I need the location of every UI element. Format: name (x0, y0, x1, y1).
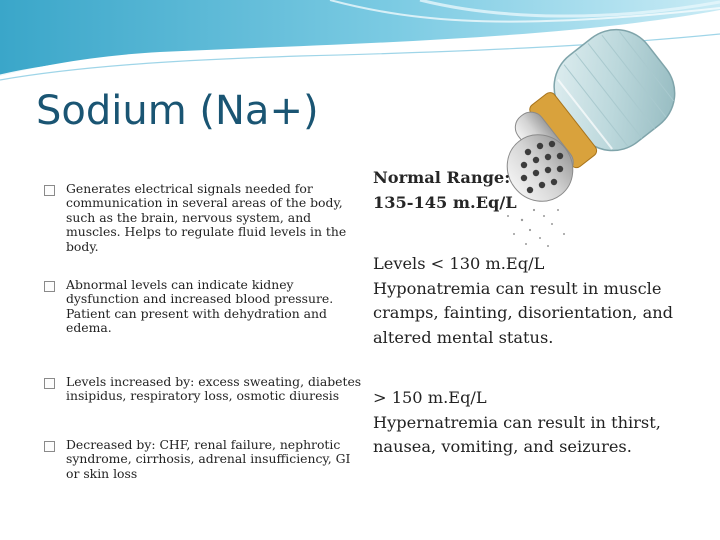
normal-range-value: 135-145 m.Eq/L (373, 192, 517, 212)
normal-range-block (373, 166, 703, 215)
low-level-threshold: Levels < 130 m.Eq/L (373, 254, 545, 273)
bullet-marker-icon (44, 441, 55, 452)
high-level-block (373, 386, 703, 460)
bullet-text: Decreased by: CHF, renal failure, nephrotic syndrome, cirrhosis, adrenal insufficiency, GI or skin loss (66, 437, 351, 481)
low-level-block (373, 252, 703, 350)
bullet-text: Levels increased by: excess sweating, diabetes insipidus, respiratory loss, osmotic diuresis (66, 374, 362, 404)
high-level-threshold: > 150 m.Eq/L (373, 388, 487, 407)
bullet-marker-icon (44, 378, 55, 389)
bullet-item (44, 182, 362, 254)
bullet-marker-icon (44, 185, 55, 196)
normal-range-label: Normal Range: (373, 168, 511, 187)
high-level-description: Hypernatremia can result in thirst, nausea, vomiting, and seizures. (373, 412, 661, 456)
bullet-marker-icon (44, 281, 55, 292)
slide-title: Sodium (Na+) (36, 88, 319, 134)
bullet-text: Generates electrical signals needed for communication in several areas of the body, such as the brain, nervous system, and muscles. Helps to regulate fluid levels in the body. (66, 181, 347, 254)
bullet-item (44, 438, 362, 481)
salt-shaker-image (500, 20, 715, 250)
bullet-text: Abnormal levels can indicate kidney dysfunction and increased blood pressure. Patient can present with dehydration and edema. (66, 277, 334, 336)
bullet-item (44, 278, 362, 336)
low-level-description: Hyponatremia can result in muscle cramps, fainting, disorientation, and altered mental status. (373, 278, 674, 347)
bullet-item (44, 375, 362, 404)
